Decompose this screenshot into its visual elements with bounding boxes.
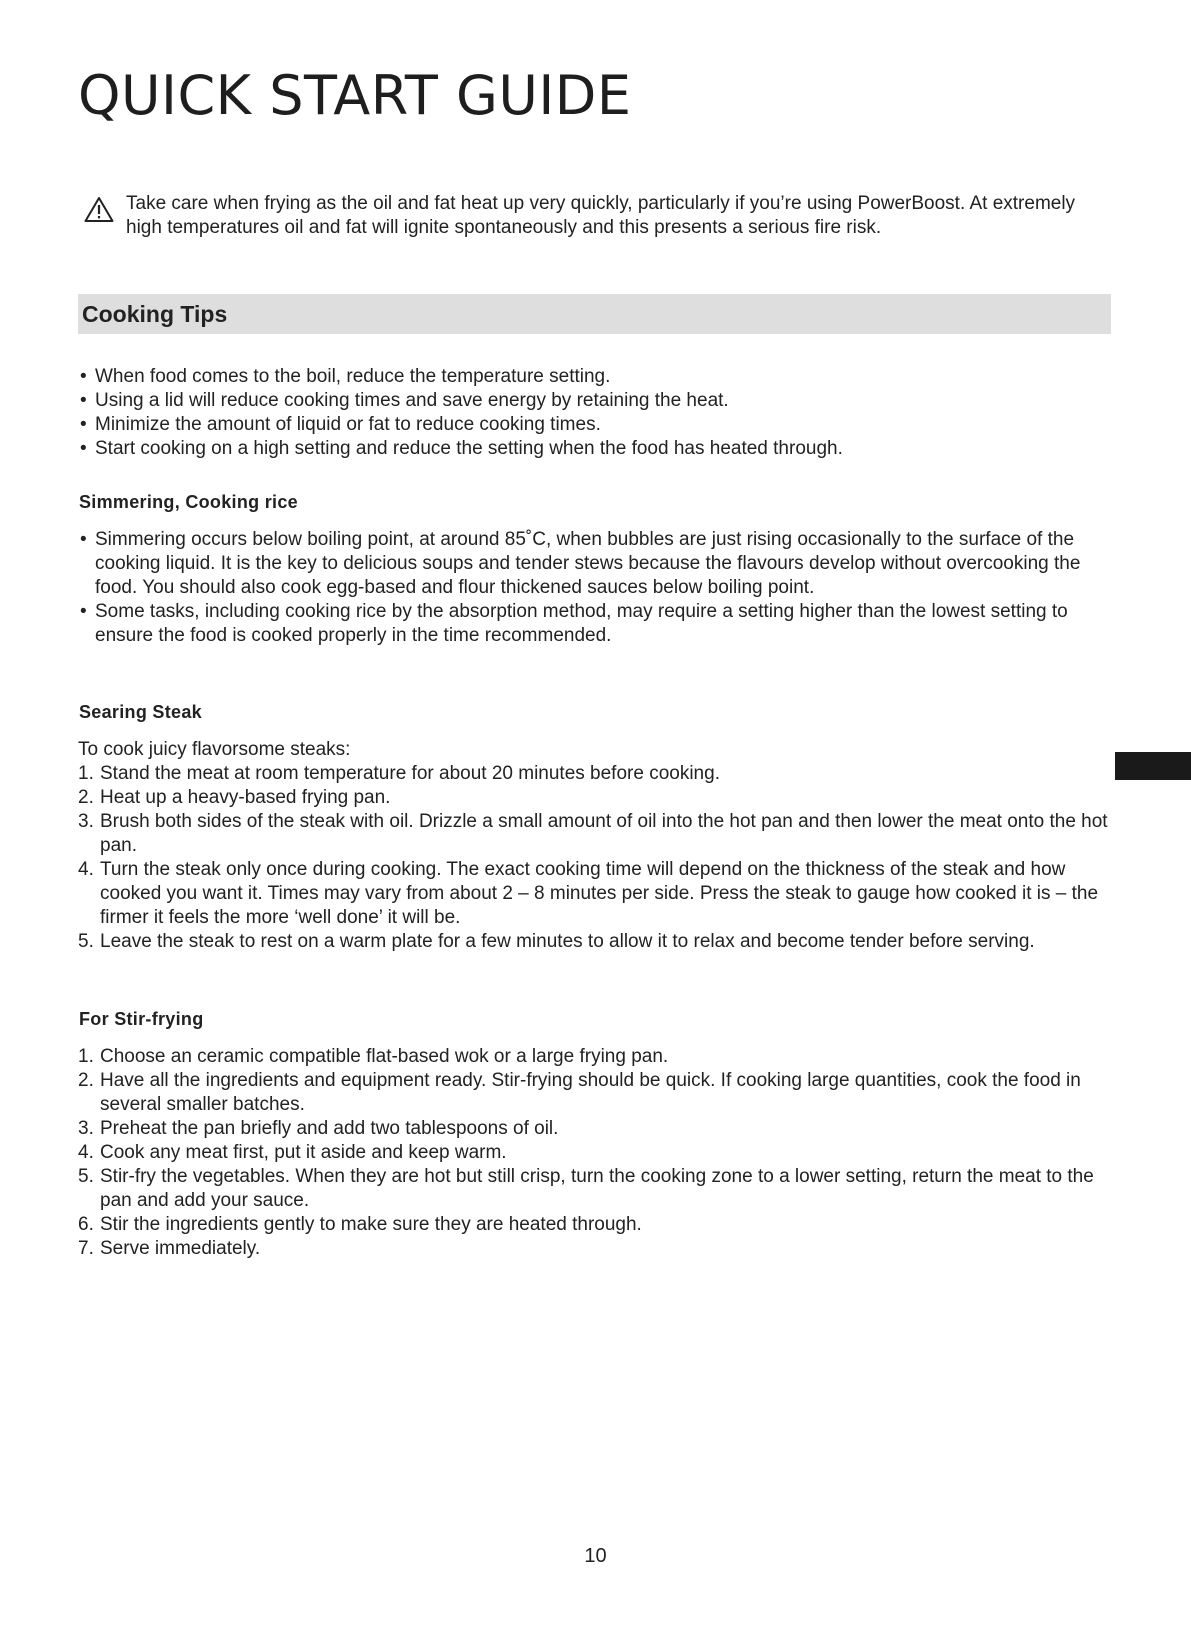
step-number: 4. bbox=[78, 1142, 94, 1163]
searing-intro: To cook juicy flavorsome steaks: bbox=[78, 739, 351, 760]
cooking-tips-list bbox=[78, 365, 1118, 461]
step-number: 1. bbox=[78, 1046, 94, 1067]
list-item: • Minimize the amount of liquid or fat to reduce cooking times. bbox=[78, 413, 1118, 437]
list-item: • Simmering occurs below boiling point, at around 85˚C, when bubbles are just rising occasionally to the surface of the cooking liquid. It is the key to delicious soups and tender stews because the flavours develop without overcooking the food. You should also cook egg-based and flour thickened sauces below boiling point. bbox=[78, 528, 1118, 600]
list-item bbox=[78, 810, 1118, 858]
list-item: • Start cooking on a high setting and reduce the setting when the food has heated through. bbox=[78, 437, 1118, 461]
step-number: 3. bbox=[78, 1118, 94, 1139]
step-text: Leave the steak to rest on a warm plate for a few minutes to allow it to relax and become tender before serving. bbox=[100, 931, 1035, 952]
list-item bbox=[78, 1069, 1118, 1117]
step-number: 6. bbox=[78, 1214, 94, 1235]
list-item bbox=[78, 762, 1118, 786]
step-text: Preheat the pan briefly and add two tablespoons of oil. bbox=[100, 1118, 559, 1139]
stir-frying-steps bbox=[78, 1045, 1118, 1261]
list-item bbox=[78, 1237, 1118, 1261]
list-item bbox=[78, 930, 1118, 954]
step-text: Cook any meat first, put it aside and keep warm. bbox=[100, 1142, 507, 1163]
step-number: 1. bbox=[78, 763, 94, 784]
step-number: 5. bbox=[78, 1166, 94, 1187]
warning-triangle-icon bbox=[84, 196, 114, 223]
list-item: • When food comes to the boil, reduce the temperature setting. bbox=[78, 365, 1118, 389]
list-item bbox=[78, 1165, 1118, 1213]
step-text: Brush both sides of the steak with oil. Drizzle a small amount of oil into the hot pan and then lower the meat onto the hot pan. bbox=[100, 811, 1108, 856]
step-text: Stir-fry the vegetables. When they are hot but still crisp, turn the cooking zone to a lower setting, return the meat to the pan and add your sauce. bbox=[100, 1166, 1094, 1211]
page-number: 10 bbox=[584, 1545, 607, 1567]
step-number: 2. bbox=[78, 1070, 94, 1091]
searing-steps bbox=[78, 762, 1118, 954]
list-item bbox=[78, 1213, 1118, 1237]
section-header-cooking-tips: Cooking Tips bbox=[78, 294, 1111, 334]
step-number: 5. bbox=[78, 931, 94, 952]
warning-text: Take care when frying as the oil and fat heat up very quickly, particularly if you’re using PowerBoost. At extremely high temperatures oil and fat will ignite spontaneously and this presents a serious fire risk. bbox=[126, 193, 1076, 238]
list-item: • Using a lid will reduce cooking times and save energy by retaining the heat. bbox=[78, 389, 1118, 413]
list-item bbox=[78, 858, 1118, 930]
list-item bbox=[78, 1141, 1118, 1165]
step-text: Stir the ingredients gently to make sure they are heated through. bbox=[100, 1214, 642, 1235]
list-item bbox=[78, 786, 1118, 810]
subheading-stir-frying: For Stir-frying bbox=[79, 1009, 204, 1029]
page-title: QUICK START GUIDE bbox=[78, 64, 632, 127]
simmering-list bbox=[78, 528, 1118, 648]
step-text: Stand the meat at room temperature for about 20 minutes before cooking. bbox=[100, 763, 720, 784]
step-text: Serve immediately. bbox=[100, 1238, 261, 1259]
section-tab-marker bbox=[1115, 752, 1191, 780]
step-number: 4. bbox=[78, 859, 94, 880]
list-item bbox=[78, 1117, 1118, 1141]
warning-notice bbox=[84, 192, 1114, 240]
list-item bbox=[78, 1045, 1118, 1069]
step-text: Turn the steak only once during cooking. The exact cooking time will depend on the thickness of the steak and how cooked you want it. Times may vary from about 2 – 8 minutes per side. Press the steak to gauge how cooked it is – the firmer it feels the more ‘well done’ it will be. bbox=[100, 859, 1099, 928]
step-text: Have all the ingredients and equipment ready. Stir-frying should be quick. If cooking large quantities, cook the food in several smaller batches. bbox=[100, 1070, 1081, 1115]
step-number: 7. bbox=[78, 1238, 94, 1259]
list-item: • Some tasks, including cooking rice by the absorption method, may require a setting higher than the lowest setting to ensure the food is cooked properly in the time recommended. bbox=[78, 600, 1118, 648]
subheading-searing-steak: Searing Steak bbox=[79, 702, 202, 722]
subheading-simmering: Simmering, Cooking rice bbox=[79, 492, 298, 512]
step-number: 3. bbox=[78, 811, 94, 832]
step-text: Choose an ceramic compatible flat-based wok or a large frying pan. bbox=[100, 1046, 669, 1067]
step-number: 2. bbox=[78, 787, 94, 808]
step-text: Heat up a heavy-based frying pan. bbox=[100, 787, 391, 808]
